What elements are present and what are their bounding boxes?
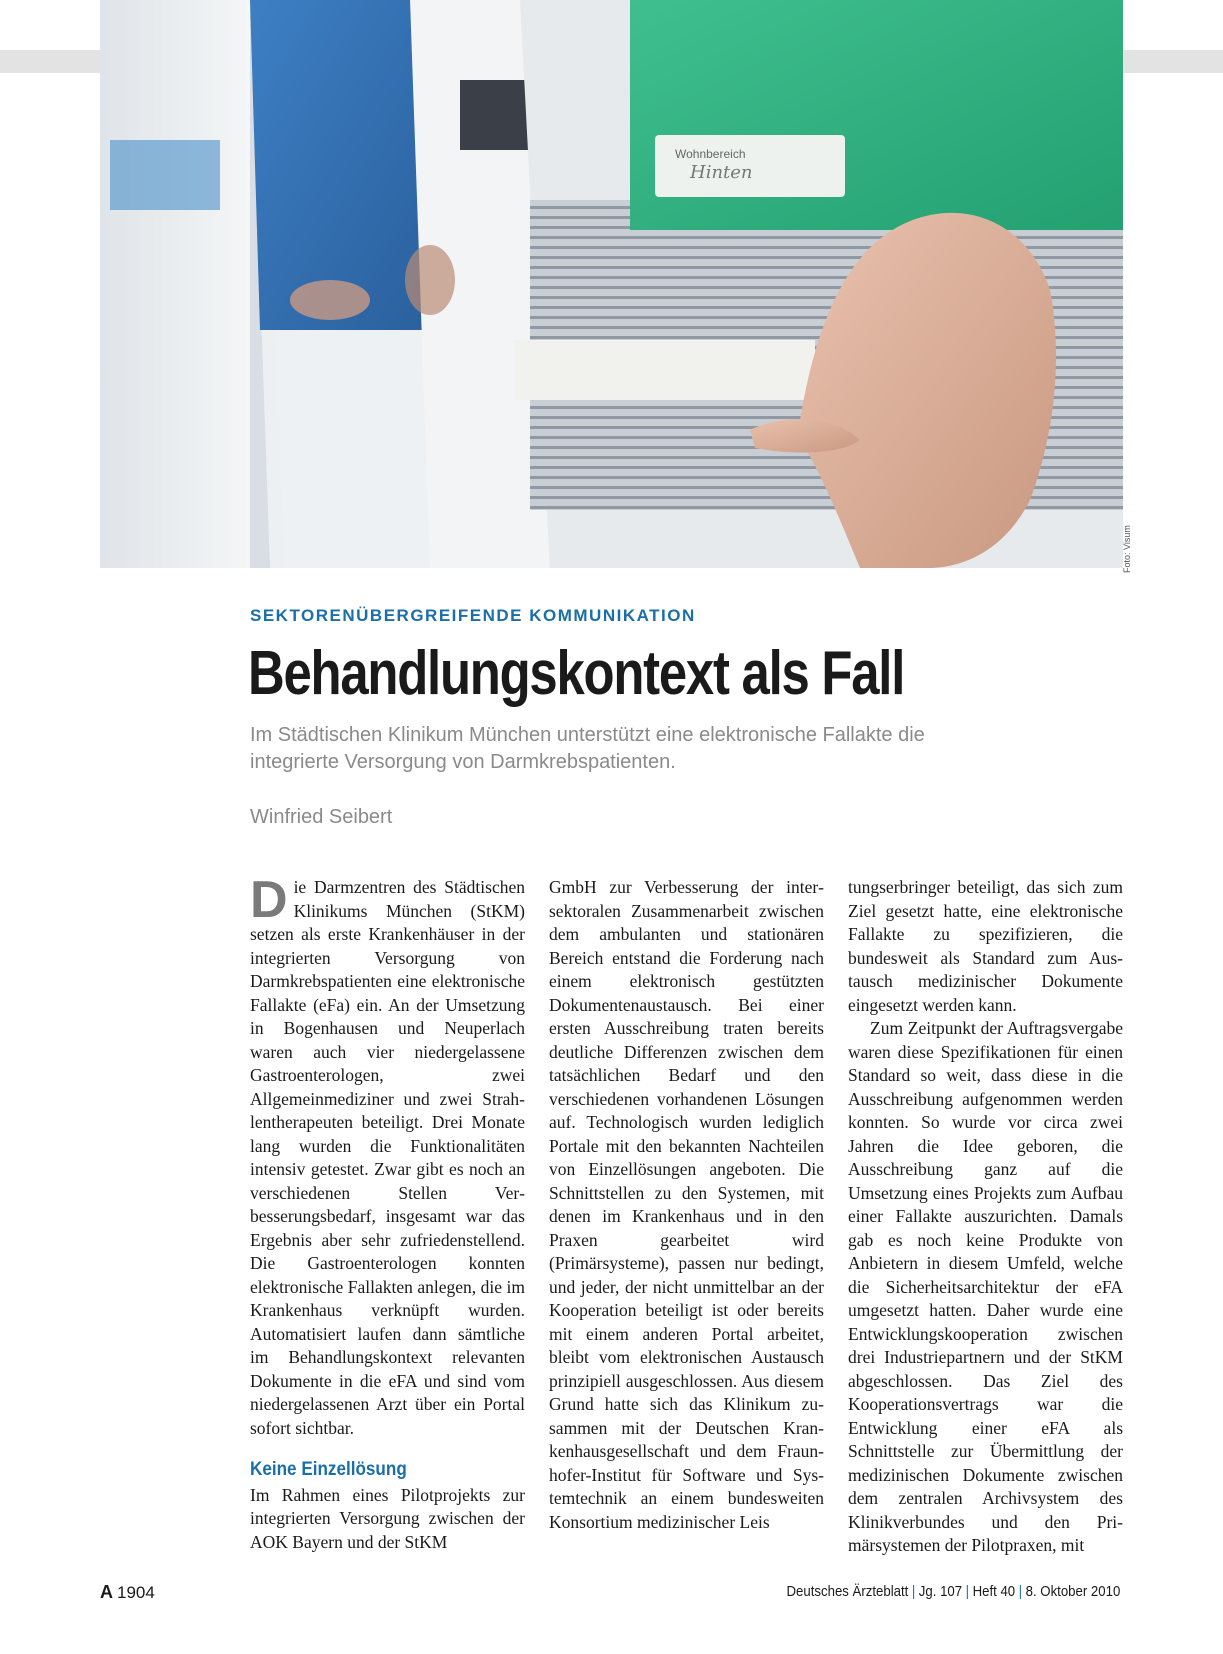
text-column-3 — [848, 876, 1123, 1558]
journal-volume: Jg. 107 — [918, 1583, 962, 1600]
photo-credit: Foto: Visum — [1122, 525, 1132, 573]
paragraph: GmbH zur Verbesserung der intersektoralen Zusammenarbeit zwischen dem ambulanten und stationären Bereich entstand die Forderung nach einem elektronisch gestützten Dokumentenaustausch. Bei einer ersten Ausschreibung traten bereits deutliche Differenzen zwischen dem tatsächlichen Bedarf und den verschiedenen vorhandenen Lösungen auf. Technologisch wurden lediglich Portale mit den bekannten Nachteilen von Einzellösungen angeboten. Die Schnittstellen zu den Systemen, mit denen im Krankenhaus und in den Praxen gearbeitet wird (Primärsysteme), passen nur bedingt, und jeder, der nicht unmittelbar an der Kooperation beteiligt ist oder bereits mit einem anderen Portal arbeitet, bleibt vom elektronischen Austausch prinzipiell ausgeschlossen. Aus diesem Grund hatte sich das Klinikum zusammen mit der Deutschen Krankenhausgesellschaft und dem Fraunhofer-Institut für Software und Systemtechnik an einem bundesweiten Konsortium medizinischer Leis — [549, 877, 824, 1532]
folder-label-text: Wohnbereich — [675, 147, 746, 161]
folder-handwriting-text: Hinten — [690, 162, 753, 183]
article-kicker: SEKTORENÜBERGREIFENDE KOMMUNIKATION — [250, 606, 696, 625]
page-prefix: A — [100, 1582, 113, 1602]
text-column-2 — [549, 876, 824, 1534]
paragraph: tungserbringer beteiligt, das sich zum Ziel gesetzt hatte, eine elektronische Fallakte zu spezifizieren, die bundesweit als Standard zum Austausch medizinischer Dokumente eingesetzt werden kann. — [848, 877, 1123, 1015]
paragraph: Im Rahmen eines Pilotprojekts zur integrierten Versorgung zwischen der AOK Bayern und der StKM — [250, 1484, 525, 1552]
paragraph — [250, 871, 525, 1440]
article-title: Behandlungskontext als Fall — [248, 639, 905, 708]
separator: | — [1018, 1583, 1022, 1600]
separator: | — [965, 1583, 969, 1600]
article-author: Winfried Seibert — [250, 806, 393, 828]
dropcap: D — [250, 871, 288, 929]
page-number-value: 1904 — [117, 1583, 155, 1602]
page-number — [100, 1582, 155, 1603]
paragraph-text: ie Darmzentren des Städtischen Klinikums München (StKM) setzen als erste Krankenhäuser in der integrierten Versorgung von Darmkrebspatienten eine elektronische Fallakte (eFa) ein. An der Umsetzung in Bogenhausen und Neuperlach waren auch vier niedergelassene Gastroenterologen, zwei Allgemeinmediziner und zwei Strahlentherapeuten beteiligt. Drei Monate lang wurden die Funktionalitäten intensiv getestet. Zwar gibt es noch an verschiedenen Stellen Verbesserungsbedarf, insgesamt war das Ergebnis aber sehr zufriedenstellend. Die Gastroenterologen konnten elektronische Fallakten anlegen, die im Krankenhaus verknüpft wurden. Automatisiert laufen dann sämtliche im Behandlungskontext relevanten Dokumente in die eFA und sind vom niedergelassenen Arzt über ein Portal sofort sichtbar. — [250, 877, 525, 1438]
paragraph: Zum Zeitpunkt der Auftragsvergabe waren diese Spezifikationen für einen Standard so weit, dass diese in die Ausschreibung aufgenommen werden konnten. So wurde vor circa zwei Jahren die Idee geboren, die Ausschreibung ganz auf die Umsetzung eines Projekts zum Aufbau einer Fallakte auszurichten. Damals gab es noch keine Produkte von Anbietern in diesem Umfeld, welche die Sicherheitsarchitektur der eFA umgesetzt hatten. Daher wurde eine Entwicklungskooperation zwischen drei Industriepartnern und der StKM abgeschlossen. Das Ziel des Kooperationsvertrags war die Entwicklung einer eFA als Schnittstelle zur Übermittlung der medizinischen Dokumente zwischen dem zentralen Archivsystem des Klinikverbundes und den Primärsystemen der Pilotpraxen, mit — [848, 1018, 1123, 1555]
journal-info — [786, 1583, 1120, 1600]
journal-name: Deutsches Ärzteblatt — [786, 1583, 909, 1600]
photo-illustration — [100, 0, 1123, 568]
section-heading: Keine Einzellösung — [250, 1459, 407, 1480]
separator: | — [911, 1583, 915, 1600]
header-photo — [100, 0, 1123, 568]
text-column-1 — [250, 871, 525, 1554]
journal-issue: Heft 40 — [972, 1583, 1015, 1600]
article-subtitle: Im Städtischen Klinikum München unterstützt eine elektronische Fallakte die integrierte Versorgung von Darmkrebspatienten. — [250, 724, 925, 773]
journal-date: 8. Oktober 2010 — [1025, 1583, 1120, 1600]
